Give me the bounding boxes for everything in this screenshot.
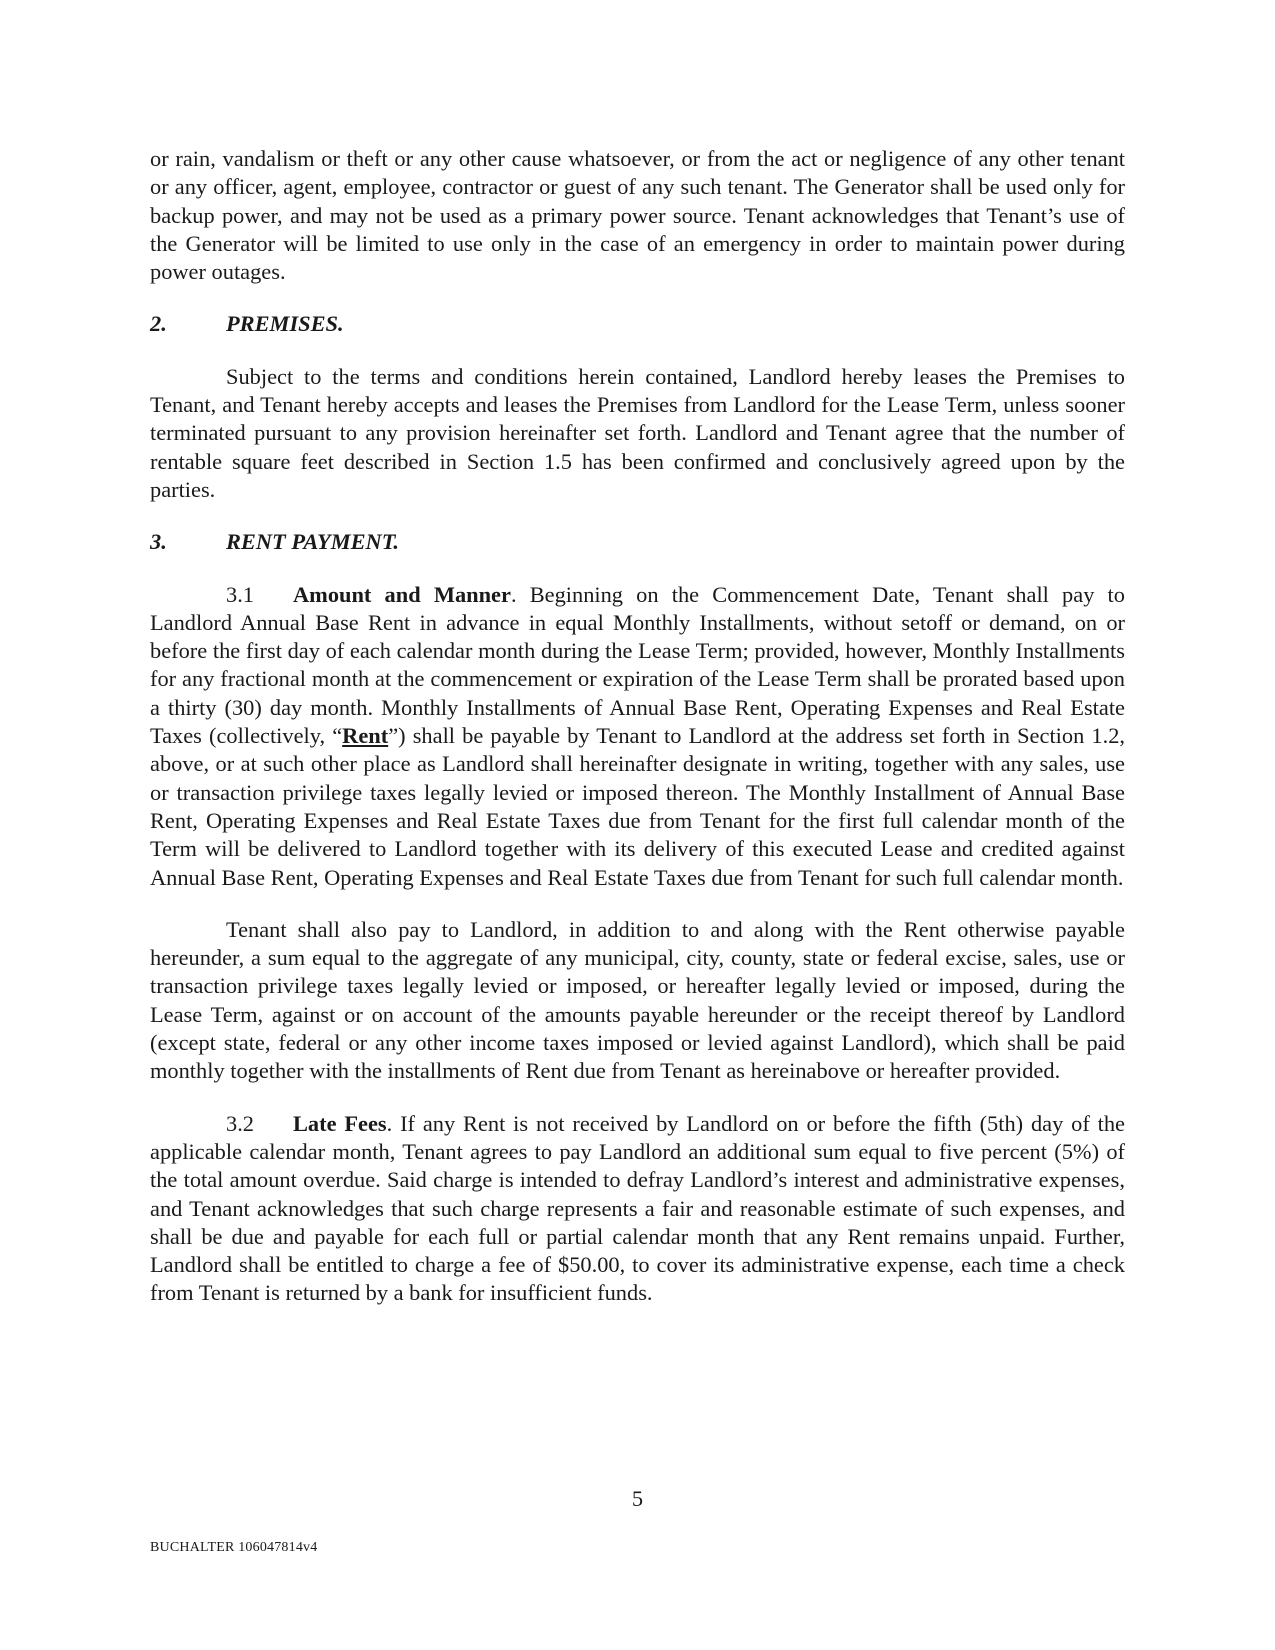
section-3-2-paragraph <box>150 1110 1125 1308</box>
section-3-1-heading: Amount and Manner <box>293 581 511 607</box>
section-3-1-text-a: . Beginning on the Commencement Date, Tenant shall pay to Landlord Annual Base Rent in advance in equal Monthly Installments, without setoff or demand, on or before the first day of each calendar month during the Lease Term; provided, however, Monthly Installments for any fractional month at the commencement or expiration of the Lease Term shall be prorated based upon a thirty (30) day month. Monthly Installments of Annual Base Rent, Operating Expenses and Real Estate Taxes (collectively, “ <box>150 581 1125 749</box>
section-3-2-heading: Late Fees <box>293 1110 387 1136</box>
section-3-2-text: . If any Rent is not received by Landlord on or before the fifth (5th) day of the applicable calendar month, Tenant agrees to pay Landlord an additional sum equal to five percent (5%) of the total amount overdue. Said charge is intended to defray Landlord’s interest and administrative expenses, and Tenant acknowledges that such charge represents a fair and reasonable estimate of such expenses, and shall be due and payable for each full or partial calendar month that any Rent remains unpaid. Further, Landlord shall be entitled to charge a fee of $50.00, to cover its administrative expense, each time a check from Tenant is returned by a bank for insufficient funds. <box>150 1110 1125 1306</box>
document-id-footer: BUCHALTER 106047814v4 <box>150 1540 318 1555</box>
section-3-1-text-b: ”) shall be payable by Tenant to Landlord at the address set forth in Section 1.2, above, or at such other place as Landlord shall hereinafter designate in writing, together with any sales, use or transaction privilege taxes legally levied or imposed thereon. The Monthly Installment of Annual Base Rent, Operating Expenses and Real Estate Taxes due from Tenant for the first full calendar month of the Term will be delivered to Landlord together with its delivery of this executed Lease and credited against Annual Base Rent, Operating Expenses and Real Estate Taxes due from Tenant for such full calendar month. <box>150 723 1125 890</box>
defined-term-rent: Rent <box>342 723 389 749</box>
section-3-number: 3. <box>150 529 167 555</box>
section-3-1-paragraph <box>150 581 1125 892</box>
page-number: 5 <box>631 1486 644 1511</box>
section-3-1-continued-paragraph: Tenant shall also pay to Landlord, in addition to and along with the Rent otherwise payable hereunder, a sum equal to the aggregate of any municipal, city, county, state or federal excise, sales, use or transaction privilege taxes legally levied or imposed, or hereafter legally levied or imposed, during the Lease Term, against or on account of the amounts payable hereunder or the receipt thereof by Landlord (except state, federal or any other income taxes imposed or levied against Landlord), which shall be paid monthly together with the installments of Rent due from Tenant as hereinabove or hereafter provided. <box>150 916 1125 1084</box>
section-2-number: 2. <box>150 311 167 337</box>
continuation-paragraph: or rain, vandalism or theft or any other cause whatsoever, or from the act or negligence of any other tenant or any officer, agent, employee, contractor or guest of any such tenant. The Generator shall be used only for backup power, and may not be used as a primary power source. Tenant acknowledges that Tenant’s use of the Generator will be limited to use only in the case of an emergency in order to maintain power during power outages. <box>150 146 1125 285</box>
section-3-1-number: 3.1 <box>226 581 254 607</box>
section-3-heading <box>150 528 1125 556</box>
section-2-paragraph: Subject to the terms and conditions herein contained, Landlord hereby leases the Premises to Tenant, and Tenant hereby accepts and leases the Premises from Landlord for the Lease Term, unless sooner terminated pursuant to any provision hereinafter set forth. Landlord and Tenant agree that the number of rentable square feet described in Section 1.5 has been confirmed and conclusively agreed upon by the parties. <box>150 363 1125 502</box>
document-body <box>150 145 1125 1308</box>
section-3-2-number: 3.2 <box>226 1110 254 1136</box>
section-2-title: PREMISES. <box>226 311 344 337</box>
section-3-title: RENT PAYMENT. <box>226 529 399 555</box>
section-2-heading <box>150 310 1125 338</box>
